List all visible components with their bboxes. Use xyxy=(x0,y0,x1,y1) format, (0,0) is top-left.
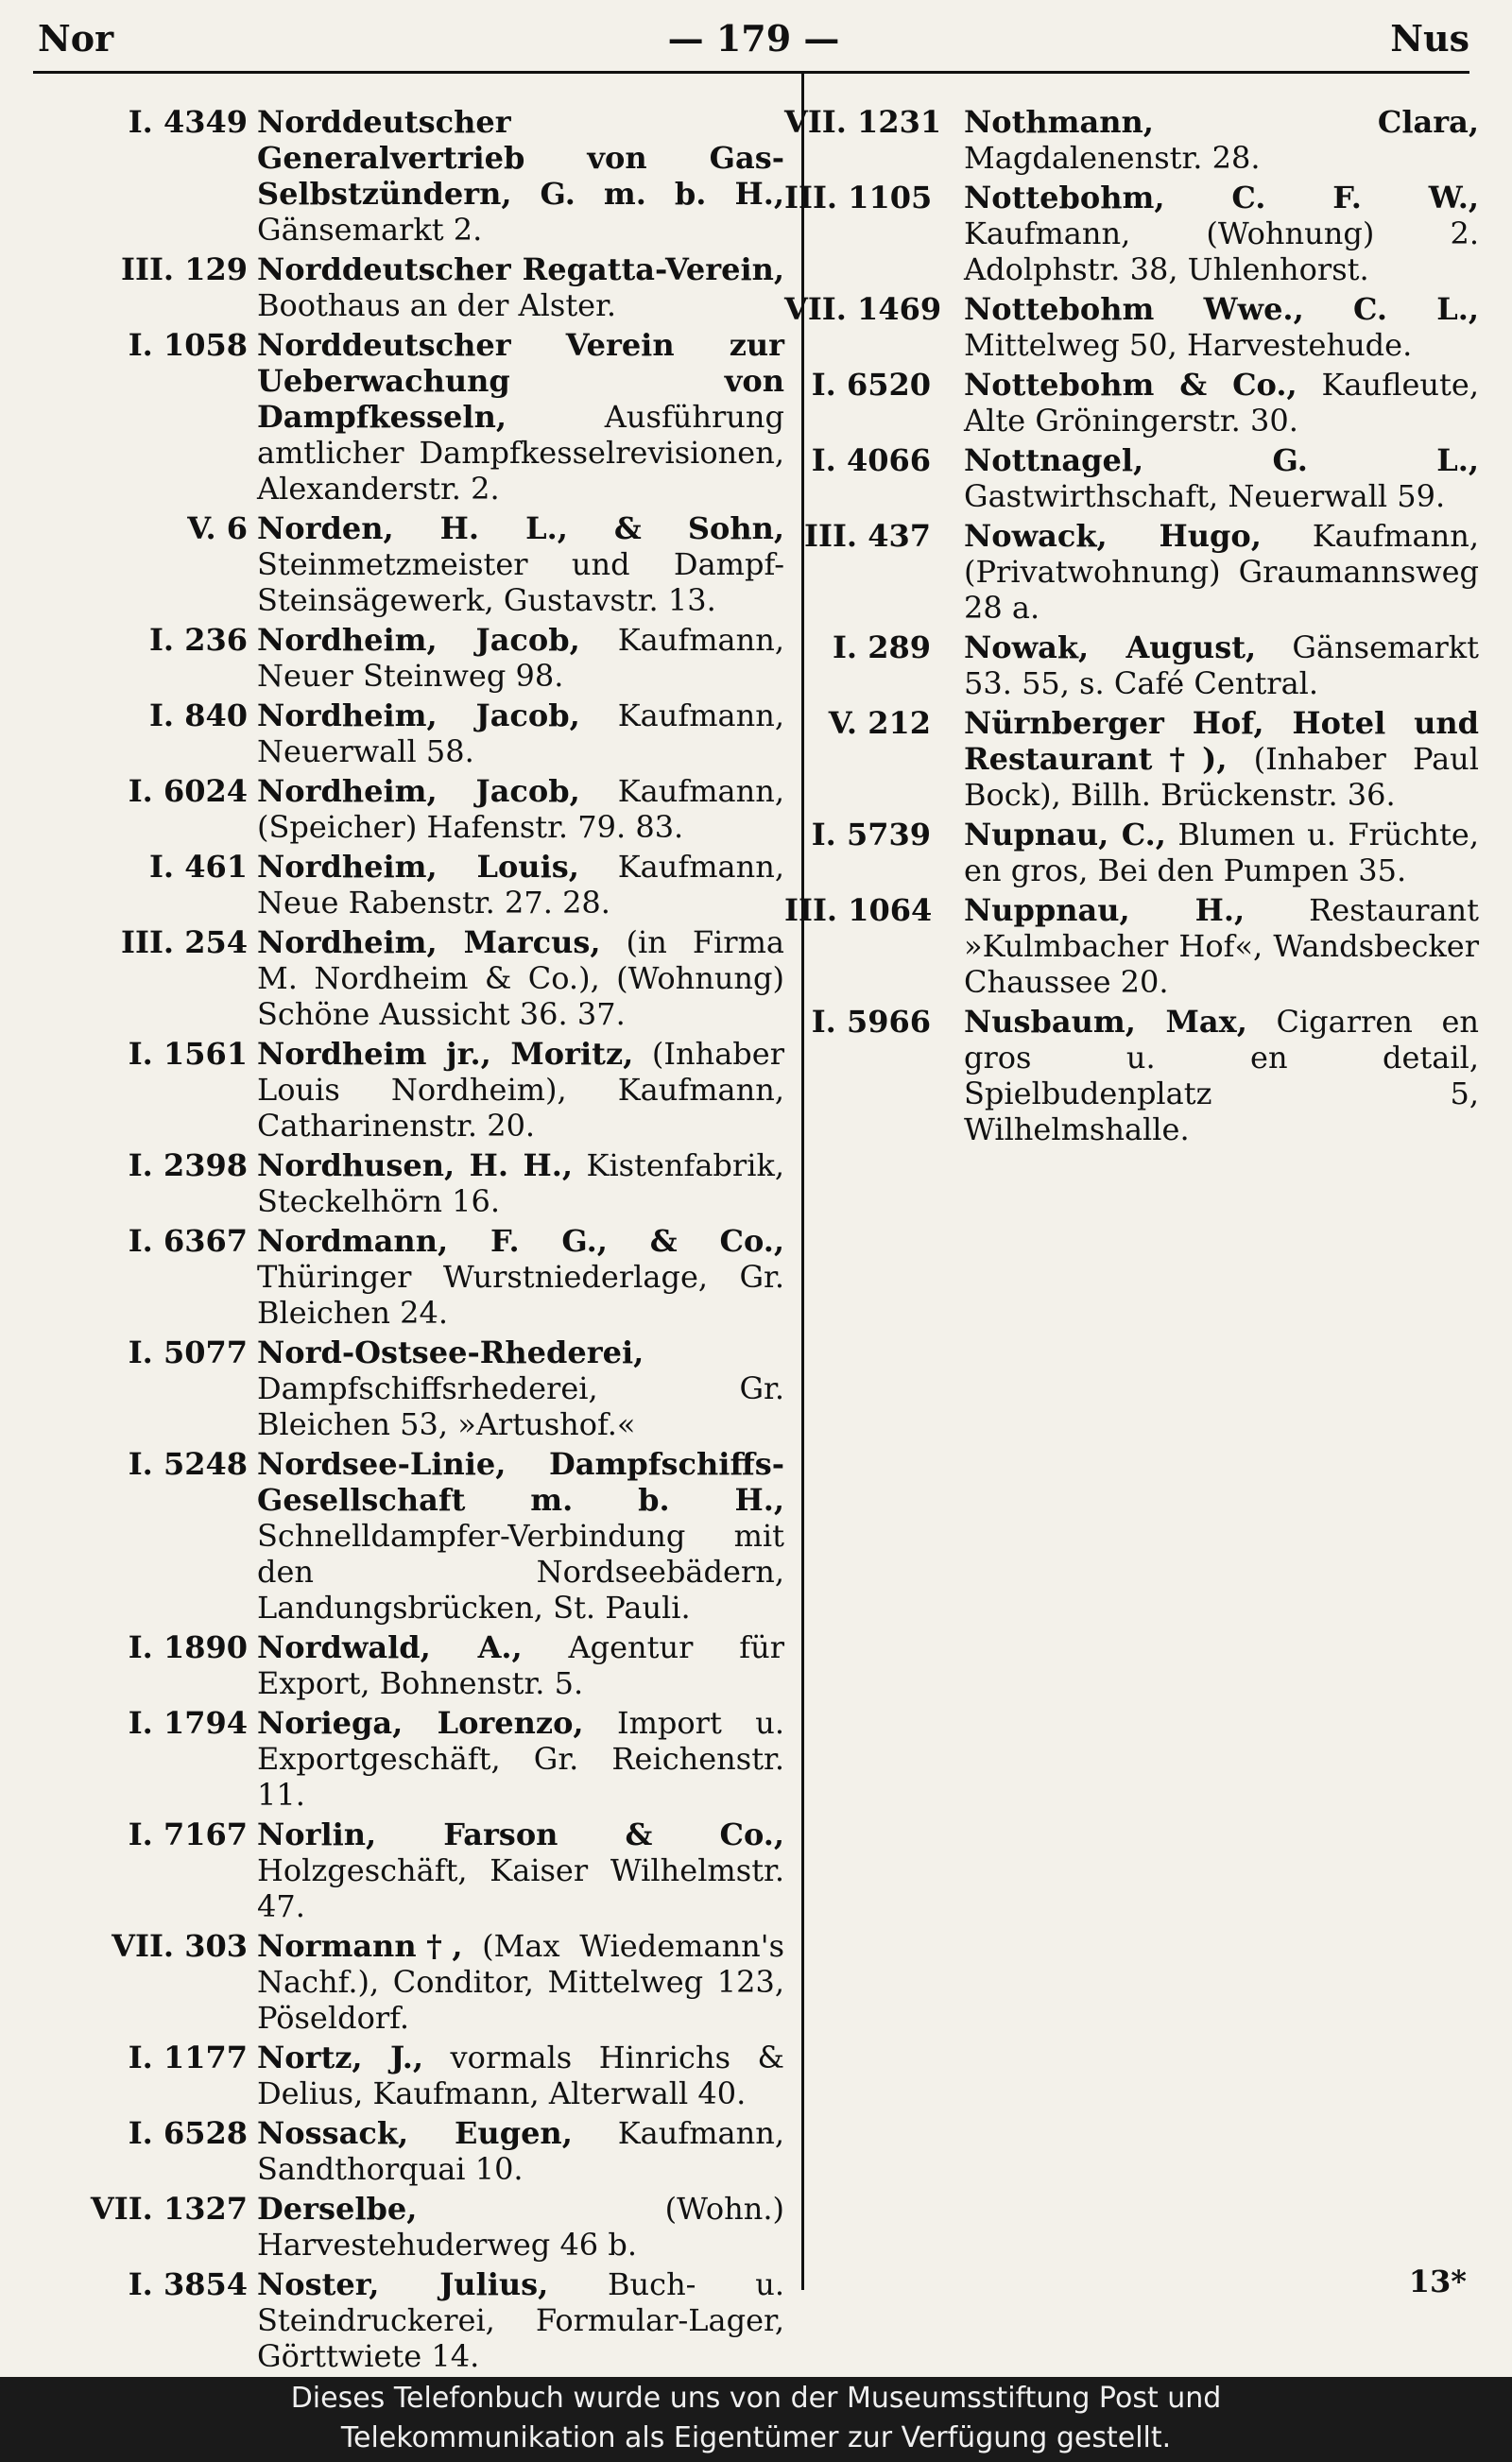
entry-details: Dampfschiffsrhederei, Gr. Bleichen 53, »Artushof.« xyxy=(257,1370,784,1442)
phone-number: I. 7167 xyxy=(128,1816,248,1852)
entry-text xyxy=(257,924,784,1032)
entry-text xyxy=(257,1036,784,1144)
entry-text xyxy=(257,1705,784,1813)
entry-details: Buch- u. Steindruckerei, Formular-Lager, Görttwiete 14. xyxy=(257,2266,785,2374)
entry-text xyxy=(964,817,1479,888)
entry-name: Derselbe, xyxy=(257,2191,418,2227)
directory-entry xyxy=(784,817,1479,888)
entry-text xyxy=(257,697,784,769)
directory-entry xyxy=(38,2115,784,2187)
phone-number: VII. 303 xyxy=(112,1928,248,1964)
directory-entry xyxy=(38,2040,784,2111)
entry-text xyxy=(257,1147,784,1219)
entry-text xyxy=(257,2115,784,2187)
entry-details: Cigarren en gros u. en detail, Spielbudenplatz 5, Wilhelmshalle. xyxy=(964,1004,1479,1147)
entry-details: Magdalenenstr. 28. xyxy=(964,140,1261,176)
header-rule xyxy=(33,71,1469,74)
entry-name: Nothmann, Clara, xyxy=(964,104,1479,140)
phone-number: I. 6367 xyxy=(128,1223,248,1259)
left-column xyxy=(38,104,784,2377)
entry-details: Kaufleute, Alte Gröningerstr. 30. xyxy=(964,367,1480,439)
entry-text xyxy=(257,2191,784,2263)
entry-details: (Max Wiedemann's Nachf.), Conditor, Mittelweg 123, Pöseldorf. xyxy=(257,1928,785,2036)
phone-number: I. 3854 xyxy=(128,2266,248,2302)
entry-name: Nowak, August, xyxy=(964,629,1257,665)
directory-entry xyxy=(784,1004,1479,1147)
footer-notice xyxy=(0,2377,1512,2462)
entry-text xyxy=(257,2266,784,2374)
entry-text xyxy=(257,104,784,248)
entry-details: Holzgeschäft, Kaiser Wilhelmstr. 47. xyxy=(257,1852,784,1924)
directory-entry xyxy=(38,2266,784,2374)
phone-number: I. 5248 xyxy=(128,1446,248,1482)
directory-entry xyxy=(38,924,784,1032)
entry-text xyxy=(257,251,784,323)
entry-text xyxy=(257,510,784,618)
phone-number: I. 1794 xyxy=(128,1705,248,1741)
entry-details: Kistenfabrik, Steckelhörn 16. xyxy=(257,1147,785,1219)
phone-number: I. 236 xyxy=(148,622,248,658)
phone-number: III. 1064 xyxy=(784,892,933,928)
phone-number: I. 2398 xyxy=(128,1147,248,1183)
directory-entry xyxy=(38,1928,784,2036)
directory-entry xyxy=(784,367,1479,439)
directory-entry xyxy=(38,510,784,618)
entry-name: Norddeutscher Verein zur Ueberwachung von Dampfkesseln, xyxy=(257,327,784,435)
entry-text xyxy=(257,1334,784,1442)
entry-details: Schnelldampfer-Verbindung mit den Nordseebädern, Landungsbrücken, St. Pauli. xyxy=(257,1518,784,1626)
entry-details: Restaurant »Kulmbacher Hof«, Wandsbecker Chaussee 20. xyxy=(964,892,1479,1000)
entry-details: Import u. Exportgeschäft, Gr. Reichenstr. 11. xyxy=(257,1705,785,1813)
directory-entry xyxy=(784,442,1479,514)
entry-details: Kaufmann, Sandthorquai 10. xyxy=(257,2115,785,2187)
entry-name: Nordheim jr., Moritz, xyxy=(257,1036,634,1072)
entry-details: Mittelweg 50, Harvestehude. xyxy=(964,327,1413,363)
entry-details: (Inhaber Louis Nordheim), Kaufmann, Catharinenstr. 20. xyxy=(257,1036,785,1144)
entry-name: Nordmann, F. G., & Co., xyxy=(257,1223,784,1259)
entry-text xyxy=(964,180,1479,287)
entry-text xyxy=(257,1928,784,2036)
entry-name: Nordheim, Jacob, xyxy=(257,622,580,658)
directory-entry xyxy=(38,1334,784,1442)
entry-text xyxy=(257,1816,784,1924)
phone-number: I. 4349 xyxy=(128,104,248,140)
phone-number: I. 1890 xyxy=(128,1629,248,1665)
phone-number: I. 1177 xyxy=(128,2040,248,2075)
header-left: Nor xyxy=(38,17,114,60)
directory-entry xyxy=(38,251,784,323)
phone-number: I. 461 xyxy=(148,849,248,885)
entry-details: Kaufmann, Neue Rabenstr. 27. 28. xyxy=(257,849,784,921)
phone-number: VII. 1231 xyxy=(784,104,942,140)
directory-entry xyxy=(38,773,784,845)
phone-number: III. 437 xyxy=(804,518,931,554)
entry-name: Nottebohm, C. F. W., xyxy=(964,180,1479,215)
entry-name: Norden, H. L., & Sohn, xyxy=(257,510,784,546)
entry-text xyxy=(257,1629,784,1701)
directory-entry xyxy=(38,1147,784,1219)
entry-text xyxy=(964,291,1479,363)
entry-name: Nordheim, Jacob, xyxy=(257,697,580,733)
entry-name: Nordheim, Jacob, xyxy=(257,773,580,809)
entry-name: Nottebohm & Co., xyxy=(964,367,1297,403)
phone-number: I. 289 xyxy=(832,629,931,665)
phone-number: III. 129 xyxy=(121,251,248,287)
entry-text xyxy=(964,705,1479,813)
directory-entry xyxy=(38,2191,784,2263)
entry-details: Ausführung amtlicher Dampfkesselrevisionen, Alexanderstr. 2. xyxy=(257,399,784,507)
phone-number: V. 212 xyxy=(828,705,931,741)
entry-details: (in Firma M. Nordheim & Co.), (Wohnung) Schöne Aussicht 36. 37. xyxy=(257,924,785,1032)
phone-number: I. 5077 xyxy=(128,1334,248,1370)
entry-name: Nortz, J., xyxy=(257,2040,423,2075)
entry-name: Nowack, Hugo, xyxy=(964,518,1262,554)
directory-entry xyxy=(38,697,784,769)
phone-number: I. 1561 xyxy=(128,1036,248,1072)
directory-entry xyxy=(784,892,1479,1000)
entry-name: Norddeutscher Generalvertrieb von Gas-Selbstzündern, G. m. b. H., xyxy=(257,104,784,212)
entry-text xyxy=(257,622,784,694)
entry-name: Normann†, xyxy=(257,1928,463,1964)
entry-name: Nordhusen, H. H., xyxy=(257,1147,574,1183)
entry-details: Kaufmann, Neuerwall 58. xyxy=(257,697,785,769)
entry-details: Gastwirthschaft, Neuerwall 59. xyxy=(964,478,1446,514)
phone-number: I. 5739 xyxy=(811,817,931,852)
entry-details: Kaufmann, Neuer Steinweg 98. xyxy=(257,622,785,694)
directory-entry xyxy=(38,327,784,507)
directory-entry xyxy=(38,1223,784,1331)
entry-name: Nordheim, Marcus, xyxy=(257,924,601,960)
entry-name: Norlin, Farson & Co., xyxy=(257,1816,784,1852)
entry-name: Noster, Julius, xyxy=(257,2266,549,2302)
phone-number: I. 6520 xyxy=(811,367,931,403)
signature-mark: 13* xyxy=(1408,2264,1467,2299)
entry-details: (Inhaber Paul Bock), Billh. Brückenstr. 36. xyxy=(964,741,1479,813)
entry-details: Gänsemarkt 53. 55, s. Café Central. xyxy=(964,629,1479,701)
directory-entry xyxy=(38,104,784,248)
phone-number: VII. 1469 xyxy=(784,291,942,327)
directory-entry xyxy=(38,849,784,921)
entry-text xyxy=(964,367,1479,439)
entry-text xyxy=(257,1223,784,1331)
entry-text xyxy=(964,442,1479,514)
directory-entry xyxy=(38,1446,784,1626)
footer-line-2: Telekommunikation als Eigentümer zur Verfügung gestellt. xyxy=(340,2421,1172,2454)
directory-entry xyxy=(784,518,1479,626)
entry-text xyxy=(257,773,784,845)
phone-number: I. 840 xyxy=(148,697,248,733)
entry-details: Thüringer Wurstniederlage, Gr. Bleichen 24. xyxy=(257,1259,784,1331)
directory-entry xyxy=(38,1705,784,1813)
phone-number: I. 6024 xyxy=(128,773,248,809)
entry-details: (Wohn.) Harvestehuderweg 46 b. xyxy=(257,2191,784,2263)
entry-details: Kaufmann, (Speicher) Hafenstr. 79. 83. xyxy=(257,773,785,845)
entry-name: Nordsee-Linie, Dampfschiffs-Gesellschaft m. b. H., xyxy=(257,1446,784,1518)
phone-number: V. 6 xyxy=(187,510,248,546)
directory-entry xyxy=(784,104,1479,176)
header-page-number: — 179 — xyxy=(667,17,840,60)
entry-details: Steinmetzmeister und Dampf-Steinsägewerk, Gustavstr. 13. xyxy=(257,546,784,618)
entry-name: Noriega, Lorenzo, xyxy=(257,1705,584,1741)
entry-name: Nottebohm Wwe., C. L., xyxy=(964,291,1479,327)
directory-entry xyxy=(38,1629,784,1701)
entry-name: Norddeutscher Regatta-Verein, xyxy=(257,251,784,287)
entry-details: vormals Hinrichs & Delius, Kaufmann, Alterwall 40. xyxy=(257,2040,785,2111)
entry-name: Nordheim, Louis, xyxy=(257,849,579,885)
directory-entry xyxy=(784,291,1479,363)
entry-details: Gänsemarkt 2. xyxy=(257,212,483,248)
directory-entry xyxy=(38,1036,784,1144)
directory-entry xyxy=(784,629,1479,701)
entry-text xyxy=(257,2040,784,2111)
phone-number: I. 4066 xyxy=(811,442,931,478)
entry-name: Nürnberger Hof, Hotel und Restaurant†), xyxy=(964,705,1479,777)
entry-details: Kaufmann, (Privatwohnung) Graumannsweg 28 a. xyxy=(964,518,1479,626)
phone-number: I. 5966 xyxy=(811,1004,931,1040)
entry-name: Nottnagel, G. L., xyxy=(964,442,1479,478)
footer-line-1: Dieses Telefonbuch wurde uns von der Museumsstiftung Post und xyxy=(290,2382,1222,2415)
right-column xyxy=(784,104,1479,1151)
directory-entry xyxy=(38,622,784,694)
entry-text xyxy=(964,104,1479,176)
entry-text xyxy=(964,892,1479,1000)
header-right: Nus xyxy=(1390,17,1469,60)
page-header xyxy=(38,8,1469,64)
entry-name: Nupnau, C., xyxy=(964,817,1166,852)
entry-text xyxy=(964,629,1479,701)
entry-text xyxy=(257,1446,784,1626)
entry-name: Nuppnau, H., xyxy=(964,892,1246,928)
entry-name: Nusbaum, Max, xyxy=(964,1004,1247,1040)
entry-details: Agentur für Export, Bohnenstr. 5. xyxy=(257,1629,784,1701)
phone-number: I. 6528 xyxy=(128,2115,248,2151)
entry-name: Nordwald, A., xyxy=(257,1629,523,1665)
entry-details: Kaufmann, (Wohnung) 2. Adolphstr. 38, Uhlenhorst. xyxy=(964,215,1479,287)
entry-text xyxy=(257,327,784,507)
entry-text xyxy=(964,1004,1479,1147)
phone-number: III. 1105 xyxy=(784,180,933,215)
entry-name: Nord-Ostsee-Rhederei, xyxy=(257,1334,644,1370)
phone-number: I. 1058 xyxy=(128,327,248,363)
phone-number: III. 254 xyxy=(121,924,248,960)
phone-number: VII. 1327 xyxy=(90,2191,248,2227)
entry-details: Blumen u. Früchte, en gros, Bei den Pumpen 35. xyxy=(964,817,1480,888)
entry-text xyxy=(964,518,1479,626)
entry-text xyxy=(257,849,784,921)
entry-name: Nossack, Eugen, xyxy=(257,2115,573,2151)
directory-entry xyxy=(784,705,1479,813)
entry-details: Boothaus an der Alster. xyxy=(257,287,617,323)
directory-entry xyxy=(38,1816,784,1924)
directory-entry xyxy=(784,180,1479,287)
